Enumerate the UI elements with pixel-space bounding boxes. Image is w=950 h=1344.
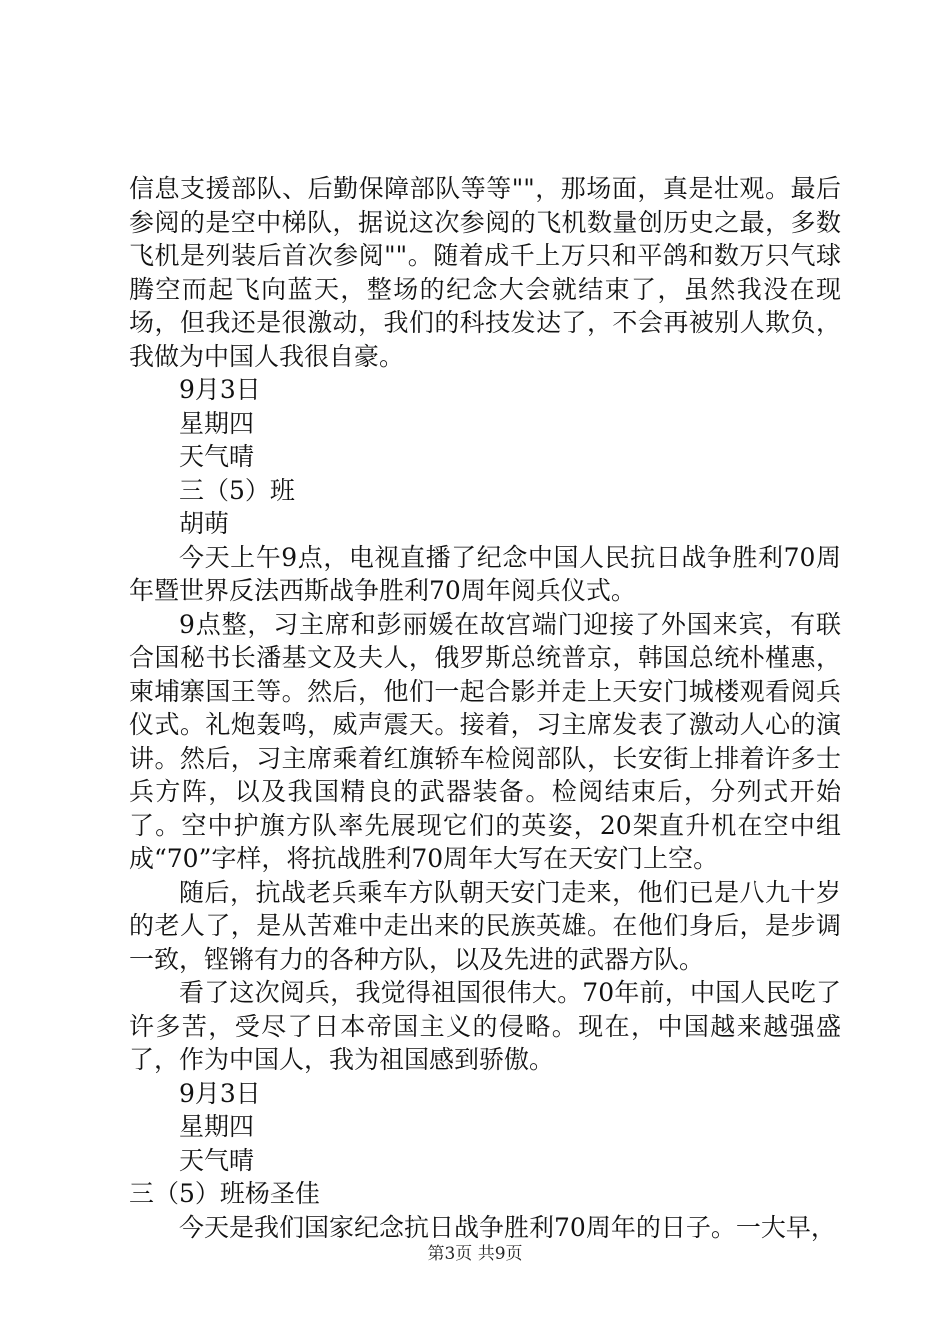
paragraph: 天气晴 [179, 442, 255, 471]
paragraph: 9月3日 [179, 1078, 261, 1108]
paragraph: 信息支援部队、后勤保障部队等等""，那场面，真是壮观。最后参阅的是空中梯队，据说这次参阅的飞机数量创历史之最，多数飞机是列装后首次参阅""。随着成千上万只和平鸽和数万只气球腾空而起飞向蓝天，整场的纪念大会就结束了，虽然我没在现场，但我还是很激动，我们的科技发达了，不会再被别人欺负，我做为中国人我很自豪。 [129, 174, 841, 371]
document-body [129, 172, 841, 1244]
paragraph: 9月3日 [179, 375, 261, 404]
paragraph: 随后，抗战老兵乘车方队朝天安门走来，他们已是八九十岁的老人了，是从苦难中走出来的民族英雄。在他们身后，是步调一致，铿锵有力的各种方队，以及先进的武器方队。 [129, 877, 841, 974]
paragraph: 三（5）班杨圣佳 [129, 1179, 320, 1208]
paragraph: 今天是我们国家纪念抗日战争胜利70周年的日子。一大早， [179, 1212, 836, 1242]
paragraph: 星期四 [179, 1112, 255, 1141]
page-footer: 第3页 共9页 [427, 1244, 523, 1264]
paragraph: 今天上午9点，电视直播了纪念中国人民抗日战争胜利70周年暨世界反法西斯战争胜利70周年阅兵仪式。 [129, 542, 841, 605]
paragraph: 胡萌 [179, 509, 230, 538]
paragraph: 星期四 [179, 408, 255, 438]
paragraph: 9点整，习主席和彭丽媛在故宫端门迎接了外国来宾，有联合国秘书长潘基文及夫人，俄罗斯总统普京，韩国总统朴槿惠，柬埔寨国王等。然后，他们一起合影并走上天安门城楼观看阅兵仪式。礼炮轰鸣，威声震天。接着，习主席发表了激动人心的演讲。然后，习主席乘着红旗轿车检阅部队，长安街上排着许多士兵方阵，以及我国精良的武器装备。检阅结束后，分列式开始了。空中护旗方队率先展现它们的英姿，20架直升机在空中组成“70”字样，将抗战胜利70周年大写在天安门上空。 [129, 609, 841, 873]
paragraph: 天气晴 [179, 1145, 255, 1175]
paragraph: 看了这次阅兵，我觉得祖国很伟大。70年前，中国人民吃了许多苦，受尽了日本帝国主义的侵略。现在，中国越来越强盛了，作为中国人，我为祖国感到骄傲。 [129, 978, 841, 1074]
paragraph: 三（5）班 [179, 475, 295, 505]
